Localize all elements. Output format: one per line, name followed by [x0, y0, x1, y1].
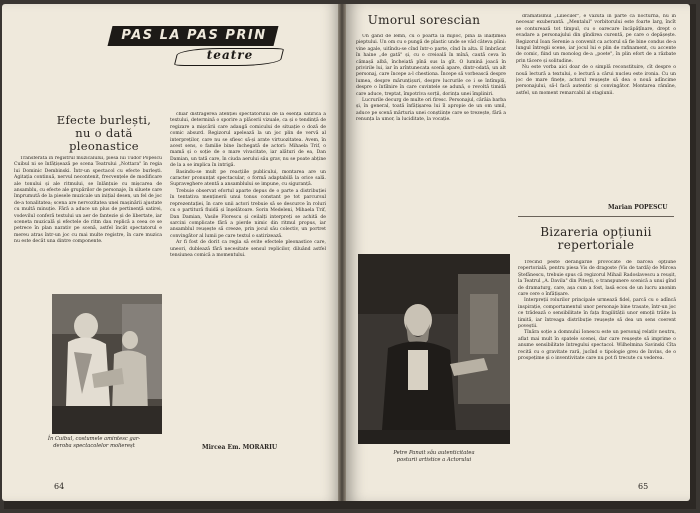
paragraph: Un gând de lemn, cu o poartă la mijloc, pînă la înălțimea pieptului. Un om cu o pungă de plastic unde se văd câteva pîini: vine agale, uitîndu-se cînd într-o parte, cînd în alta. E îmbrăcat în haine „de gată" și, cu o creioală în mînă, caută ceva în cămașă albă, încheiată pînă sus la gît. O lumină joacă în privirile lui, iar în arîntunecata scenă apare, dintr-odată, un alt personaj, care începe a-l chestiona. Începe să vorbească despre lumea, despre mărunțișuri, despre lucrurile ce i se întîmplă, despre o întîlnire în care cuvintele se adună, o revoltă timidă care aduce, treptat, împotriva sorții, dorința unei împliniri. — [356, 34, 506, 97]
article-title-line2: nu o dată pleonastice — [69, 126, 139, 153]
paragraph: dramatismul „Lilieciler", e văzută în parte ca nocturnă, nu în necesar exuberantă. „Mentalul" vorbitorului este foarte larg, încît se conturează tot timpul, cu o oarecare încăpățînare, drept o evadare a personajului din gîndirea curentă, pe care o depășește. Regizorul Ioan Serenie a convenit ca actorul să fie bine condus de-a lungul întregii scene, iar jocul lui e plin de rafinament, cu accente de comic, fiind un monolog de-a „poete", în plin efort de a răzbate prin tăcere și solitudine. — [516, 14, 676, 64]
divider — [518, 216, 674, 217]
left-page — [2, 4, 338, 501]
right-page — [346, 4, 690, 501]
article-title-line1: Efecte burlești, — [56, 113, 152, 127]
paragraph: Transferată în registrul muzicalului, piesa lui Tudor Popescu Cuibul ni se înfățișează pe scena Teatrului „Nottara" în regia lui Dominic Dembinski. Într-un spectacol cu efecte burlești. Agitația continuă, nervul necontenit, frecvențele de modificare ale tonului și ale ritmului, se înlănțuie cu mișcarea de ansamblu, cu efecte ale grupărilor de personaje, în siluete care împrumută de la piesele muzicale un inițial desen, un fel de joc de-a tonalitatea; scena are nervozitatea unei mașinării ajustate cu multă minuție. Fără a aduce un plus de pertinență satirei, vodevilul conferă textului un aer de fantezie și de libertate, iar sceneta muzicală și efectele de ritm dau replică a ceea ce se petrece în plan narativ pe scenă, astfel încât spectatorul e mereu atras într-un joc cu mai multe registre, în care muzica nu este decât una dintre componente. — [14, 156, 162, 245]
paragraph: Tînăra soție a domnului Ionescu este un personaj relativ neutru, aflat mai mult în spatele scenei, dar care reușește să imprime o anume sensibilitate întregului spectacol. Wilhelmina Savinski Cîta recită cu o gravitate rară, jucînd o tipologie greu de învins, de o prospețime și o inventivitate care nu pot fi trecute cu vederea. — [518, 330, 676, 362]
paragraph: Trecînd peste derangările provocate de barcea opțiune repertorială, pentru piesa Vis de dragoste (Vis de tardă) de Mircea Ștefănescu, trebuie spus că regizorul Mihail Radoslavescu a reușit, la Teatrul „A. Davila" din Pitești, o transpunere scenică a unui gînd de dramaturg, care, așa cum a fost, lasă ecou de un lucru anonim care cere o înfățișare. — [518, 260, 676, 298]
article-title — [40, 114, 168, 153]
paragraph: Basindu-se mult pe reacțiile publicului, montarea are un caracter pronunțat spectacular, o formă adaptabilă la orice sală. Supraveghere atentă a ansamblului se impune, cu siguranță. — [170, 169, 326, 188]
article-title — [518, 226, 674, 252]
book-gutter — [338, 4, 346, 501]
paragraph: chiar distragerea atenției spectatorului de la esența satirică a textului, determină o sporire a plăcerii vizuale, ca și o tendință de regizare a mișcării care adaugă comicului de situație o doză de comic absurd. Regizorul apelează la un joc plin de vervă al interpreților, care nu se sfiesc să-și arate virtuozitatea. Avem, în acest sens, o familie bine închegată de actori: Mihaela Trif, o mamă și o soție de o mare vivacitate, iar alături de ea, Dan Damian, un tată care, în ciuda aerului său grav, nu se poate abține de la a se implica în intrigă. — [170, 112, 326, 169]
caption-line2: deroba spectacolelor moliereșt — [53, 443, 135, 449]
photo-caption-left — [14, 436, 174, 450]
page-number: 65 — [638, 482, 649, 491]
caption-line1: Petre Panait său autenticitatea — [393, 450, 475, 456]
paragraph: Interpreții rolurilor principale urmează fidel, parcă cu o adîncă inspirație, comportamentul unor personaje bine trasate, într-un joc ce trădează o sensibilitate în fața fragilității unor emoții trăite la limită, iar întreaga distribuție reușește să dea un sens coerent poveștii. — [518, 298, 676, 330]
article-title: Umorul sorescian — [367, 13, 481, 27]
article-title-line2: repertoriale — [557, 238, 635, 252]
stage-photo-right — [358, 254, 510, 444]
article-column-3 — [518, 260, 676, 474]
paragraph: Ar fi fost de dorit ca regia să evite efectele pleonastice care, uneori, dublează fără necesitate sensul replicilor, diluând astfel tensiunea comică a momentului. — [170, 240, 326, 258]
column-masthead — [110, 26, 276, 70]
photo-caption-right — [354, 450, 514, 464]
stage-photo-left — [52, 294, 162, 434]
author-byline: Marian POPESCU — [608, 204, 668, 211]
masthead-subtitle: teatre — [206, 48, 254, 62]
article-column-1 — [14, 156, 162, 290]
article-column-1 — [356, 34, 506, 248]
article-column-2 — [516, 14, 676, 202]
article-column-2 — [170, 112, 326, 452]
caption-line2: posturii artistice a Actorului — [396, 457, 472, 463]
paragraph: Lucrurile decurg de multe ori firesc. Personajul, cărăia barba și, în general, toată înfățișarea lui îl apropie de un om umil, aduce pe scenă mărturia unei conștiințe care se trezește, fără a renunța la umor, la luciditate, la vocație. — [356, 98, 506, 123]
caption-line1: În Cuibul, costumele amintesc gar- — [47, 436, 141, 442]
article-title-line1: Bizareria opțiunii — [540, 225, 652, 239]
page-number: 64 — [54, 482, 65, 491]
paragraph: Trebuie observat efortul aparte depus de o parte a distribuției în tentativa menținerii unui tonus constant pe tot parcursul reprezentației, în care unii actori trebuie să se descurce în roluri cu o partitură fluidă și înșelătoare. Sorin Medeleni, Mihaela Trif, Dan Damian, Vasile Florescu și ceilalți interpreți se achită de sarcini complicate fără a pierde nimic din ritmul propus, iar ansamblul reușește să creeze, prin jocul său colectiv, un portret convingător al lumii pe care textul o satirizează. — [170, 188, 326, 239]
paragraph: Nu este vorba aici doar de o simplă reconstituire, cît despre o nouă lectură a textului, o lectură a cărui nucleu este ironia. Cu un joc de mare finețe, actorul reușește să dea o nouă adîncime personajului, să-l facă autentic și convingător. Montarea rămîne, astfel, un moment remarcabil al stagiunii. — [516, 65, 676, 96]
masthead-title: PAS LA PAS PRIN — [121, 28, 267, 43]
author-byline: Mircea Em. MORARIU — [202, 444, 278, 451]
